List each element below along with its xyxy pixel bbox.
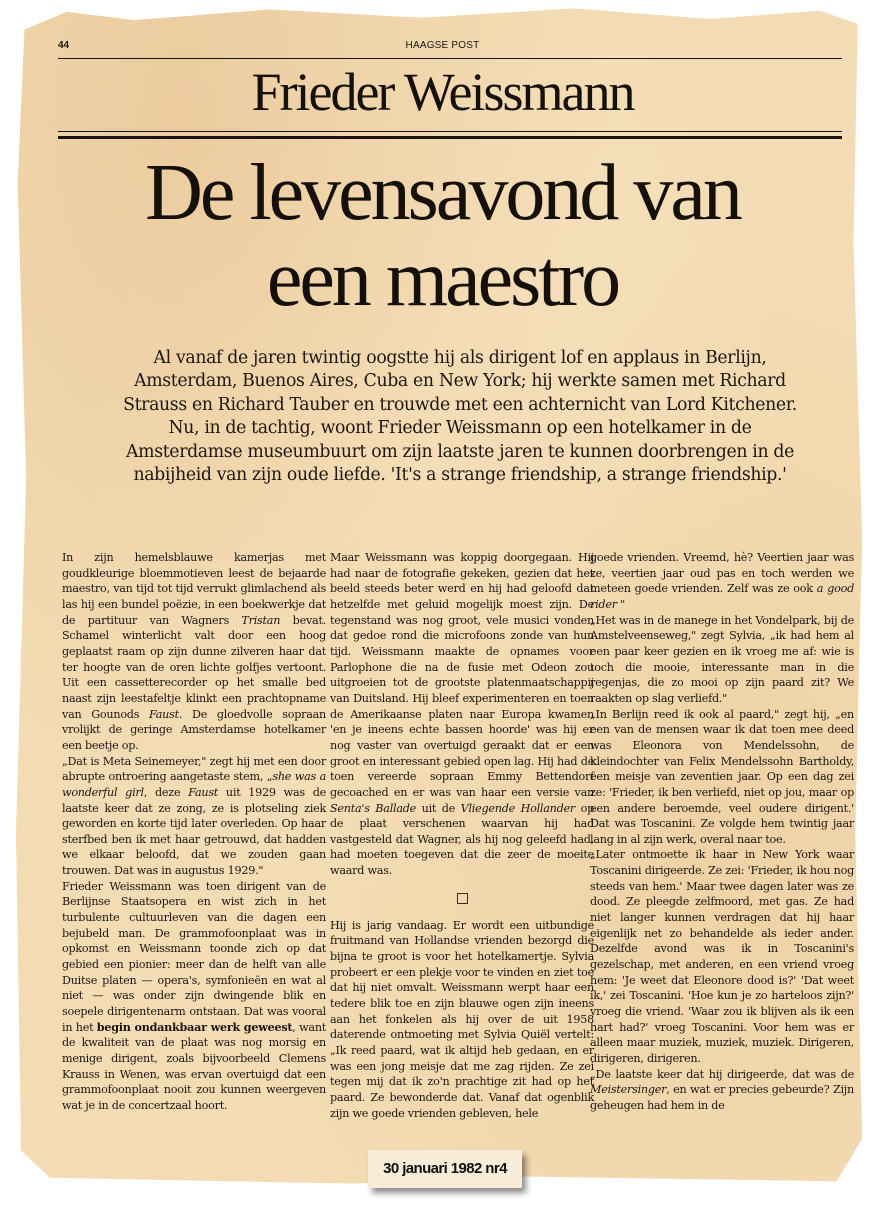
article-column-2 <box>330 550 594 1121</box>
bold-text: begin ondankbaar werk geweest <box>96 1019 293 1034</box>
article-paragraph <box>330 550 594 879</box>
italic-text: Vliegende Hollander <box>460 801 576 815</box>
body-text: In zijn hemelsblauwe kamerjas met goudkleurige bloemmotieven leest de bejaarde maestro, van tijd tot tijd verrukt glimlachend als las hij een bundel poëzie, in een boekwerkje dat de partituur van Wagners <box>62 551 326 627</box>
article-paragraph <box>590 550 854 613</box>
body-text: „Dat is Meta Seinemeyer," zegt hij met een door abrupte ontroering aangetaste stem, „ <box>62 754 326 784</box>
article-paragraph <box>330 918 594 1122</box>
body-text: Hij is jarig vandaag. Er wordt een uitbundige fruitmand van Hollandse vrienden bezorgd die bijna te groot is voor het hotelkamertje. Sylvia probeert er een plekje voor te vinden en ziet toe dat hij niet omvalt. Weissmann werpt haar een tedere blik toe en zijn blauwe ogen zijn ineens aan het fonkelen als hij over de uit 1958 daterende ontmoeting met Sylvia Quiël vertelt: „Ik reed paard, wat ik altijd heb gedaan, en er was een jong meisje dat me zag rijden. Ze zei tegen mij dat ik zo'n prachtige zit had op het paard. Ze bewonderde dat. Vanaf dat ogenblik zijn we goede vrienden gebleven, hele <box>330 918 594 1120</box>
issue-date-label: 30 januari 1982 nr4 <box>368 1150 522 1188</box>
body-text: „In Berlijn reed ik ook al paard," zegt hij, „en een van de mensen waar ik dat toen mee deed was Eleonora von Mendelssohn, de kleindochter van Felix Mendelssohn Bartholdy, een meisje van zeventien jaar. Op een dag zei ze: 'Frieder, ik ben verliefd, niet op jou, maar op een andere beroemde, veel oudere dirigent.' Dat was Toscanini. Ze volgde hem twintig jaar lang in al zijn werk, overal naar toe. <box>590 707 854 846</box>
italic-text: Faust <box>149 707 179 721</box>
body-text: op de plaat verschenen waarvan hij had vastgesteld dat Wagner, als hij nog geleefd had, had moeten toegeven dat die zeer de moeite waard was. <box>330 801 594 878</box>
section-break-square-icon <box>457 893 468 904</box>
page-number: 44 <box>58 40 70 51</box>
article-paragraph <box>590 847 854 1066</box>
headline-line-1: De levensavond van <box>145 149 740 237</box>
body-text: „Later ontmoette ik haar in New York waar Toscanini dirigeerde. Ze zei: 'Frieder, ik hou nog steeds van hem.' Maar twee dagen later was ze dood. Ze pleegde zelfmoord, met gas. Ze had niet langer kunnen verdragen dat hij haar eigenlijk net zo behandelde als ieder ander. Dezelfde avond was ik in Toscanini's gezelschap, met anderen, en een vriend vroeg hem: 'Je weet dat Eleonore dood is?' 'Dat weet ik,' zei Toscanini. 'Hoe kun je zo harteloos zijn?' vroeg die vriend. 'Waar zou ik blijven als ik een hart had?' vroeg Toscanini. Voor hem was er alleen maar muziek, muziek, muziek. Dirigeren, dirigeren, dirigeren. <box>590 848 854 1065</box>
title-rule-thin <box>58 131 842 132</box>
title-rule-thick <box>58 136 842 139</box>
article-paragraph <box>62 754 326 879</box>
italic-text: Meistersinger <box>590 1083 667 1097</box>
body-text: uit 1929 was de laatste keer dat ze zong, ze is plotseling ziek geworden en korte tijd later overleden. Op haar sterfbed ben ik met haar getrouwd, dat hadden we elkaar beloofd, dat we zouden gaan trouwen. Dat was in augustus 1929." <box>62 785 327 878</box>
top-rule <box>58 58 842 59</box>
italic-text: a good rider <box>590 582 854 611</box>
italic-text: Senta's Ballade <box>330 801 417 815</box>
body-text: . De gloedvolle sopraan vrolijkt de geringe Amsterdamse hotelkamer een beetje op. <box>62 707 327 752</box>
body-text: , en wat er precies gebeurde? Zijn geheugen had hem in de <box>590 1083 854 1112</box>
article-column-1 <box>62 550 326 1114</box>
body-text: Frieder Weissmann was toen dirigent van de Berlijnse Staatsopera en wist zich in het turbulente cultuurleven van die dagen een bejubeld man. De grammofoonplaat was in opkomst en Weissmann toonde zich op dat gebied een pionier: meer dan de helft van alle Duitse platen — opera's, symfonieën en wat al niet — was onder zijn dwingende blik en soepele dirigentenarm ontstaan. Dat was vooral in het <box>62 879 326 1034</box>
headline <box>40 150 845 322</box>
body-text: goede vrienden. Vreemd, hè? Veertien jaar was ze, veertien jaar oud pas en toch werden we meteen goede vrienden. Zelf was ze ook <box>590 551 854 596</box>
article-paragraph <box>590 613 854 707</box>
publication-masthead: HAAGSE POST <box>405 40 480 51</box>
subject-name: Frieder Weissmann <box>251 62 634 122</box>
italic-text: she was a wonderful girl <box>62 770 326 799</box>
article-column-3 <box>590 550 854 1114</box>
lede-paragraph: Al vanaf de jaren twintig oogstte hij als dirigent lof en applaus in Berlijn, Amsterdam, Buenos Aires, Cuba en New York; hij werkte samen met Richard Strauss en Richard Tauber en trouwde met een achternicht van Lord Kitchener. Nu, in de tachtig, woont Frieder Weissmann op een hotelkamer in de Amsterdamse museumbuurt om zijn laatste jaren te kunnen doorbrengen in de nabijheid van zijn oude liefde. 'It's a strange friendship, a strange friendship.' <box>123 348 797 486</box>
italic-text: Tristan <box>241 613 281 627</box>
body-text: , deze <box>143 785 189 799</box>
body-text: uit de <box>416 801 461 815</box>
article-paragraph <box>62 879 326 1114</box>
body-text: " <box>616 597 626 611</box>
article-paragraph <box>590 707 854 848</box>
body-text: Maar Weissmann was koppig doorgegaan. Hij had naar de fotografie gekeken, gezien dat het beeld steeds beter werd en hij had geloofd dat hetzelfde met geluid mogelijk moest zijn. De tegenstand was nog groot, vele musici vonden dat gedoe rond die microfoons zonde van hun tijd. Weissmann maakte de opnames voor Parlophone die na de fusie met Odeon zou uitgroeien tot de grootste platenmaatschappij van Duitsland. Hij bleef experimenteren en toen de Amerikaanse platen naar Europa kwamen 'en je ineens echte bassen hoorde' was hij er nog vaster van overtuigd geraakt dat er een groot en interessant gebied open lag. Hij had de toen vereerde sopraan Emmy Bettendorf gecoached en er was van haar een versie van <box>330 551 594 799</box>
body-text: „Het was in de manege in het Vondelpark, bij de Amstelveenseweg," zegt Sylvia, „ik had hem al een paar keer gezien en ik vroeg me af: wie is toch die mooie, interessante man in die regenjas, die zo mooi op zijn paard zit? We raakten op slag verliefd." <box>590 613 854 705</box>
body-text: , want de kwaliteit van de plaat was nog morsig en menige dirigent, zoals bijvoorbeeld Clemens Krauss in Wenen, was ervan overtuigd dat een grammofoonplaat nooit zou kunnen weergeven wat je in de concertzaal hoort. <box>62 1020 327 1112</box>
italic-text: Faust <box>188 785 219 799</box>
article-paragraph <box>62 550 326 754</box>
headline-line-2: een maestro <box>266 235 619 323</box>
article-paragraph <box>590 1067 854 1114</box>
body-text: „De laatste keer dat hij dirigeerde, dat was de <box>590 1067 854 1081</box>
body-text: bevat. Schamel winterlicht valt door een hoog geplaatst raam op zijn dunne zilveren haar dat ter hoogte van de oren lichte golfjes vertoont. Uit een cassetterecorder op het smalle bed naast zijn leestafeltje klinkt een prachtopname van Gounods <box>62 613 326 721</box>
